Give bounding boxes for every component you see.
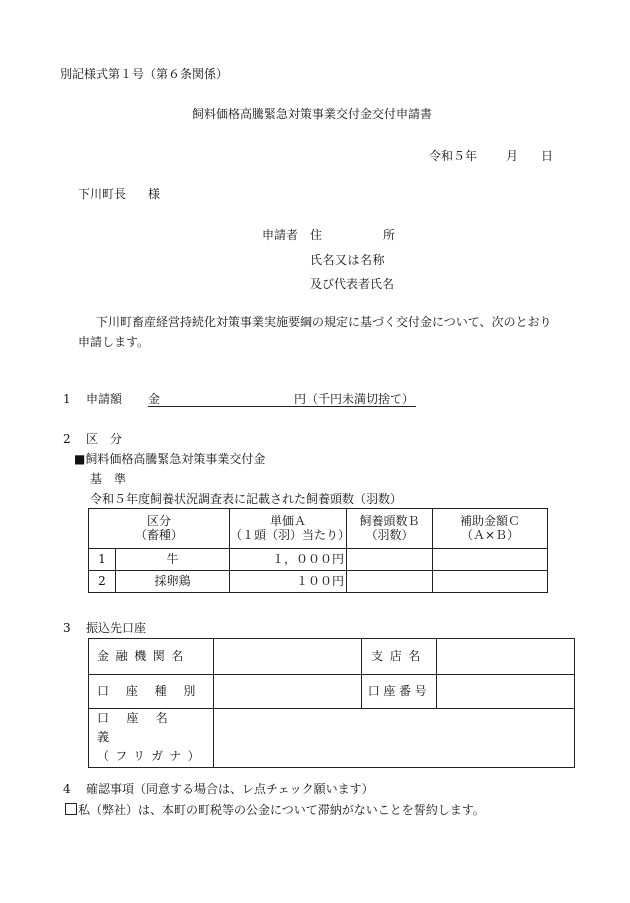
table-row [89,571,548,593]
body-text-line1: 下川町畜産経営持続化対策事業実施要綱の規定に基づく交付金について、次のとおり [96,315,552,329]
amount-suffix: 円（千円未満切捨て） [294,392,415,406]
row-livestock-type: 採卵鶏 [116,571,230,593]
section3-label: 振込先口座 [86,621,147,635]
grant-name: ■飼料価格高騰緊急対策事業交付金 [74,452,266,466]
row-count-cell[interactable] [347,549,433,571]
pledge-statement: 私（弊社）は、本町の町税等の公金について滞納がないことを誓約します。 [78,803,485,817]
row-unit-price: １，０００円 [230,549,347,571]
basis-text: 令和５年度飼養状況調査表に記載された飼養頭数（羽数） [90,492,403,506]
document-title: 飼料価格高騰緊急対策事業交付金交付申請書 [192,107,433,121]
bank-account-table [88,638,575,768]
bank-name-input[interactable] [214,639,362,675]
row-number: 1 [89,549,116,571]
row-count-cell[interactable] [347,571,433,593]
bank-name-label: 金融機関名 [89,639,214,675]
address-label-1: 住 [310,228,323,242]
section3-number: 3 [63,621,71,635]
section4-number: 4 [63,782,71,796]
account-type-input[interactable] [214,675,362,709]
row-unit-price: １００円 [230,571,347,593]
form-number: 別記様式第１号（第６条関係） [60,67,229,81]
section1-number: 1 [63,392,71,406]
account-row [89,675,575,709]
date-era: 令和５年 [429,149,478,163]
account-number-input[interactable] [437,675,575,709]
row-number: 2 [89,571,116,593]
header-unit-price: 単価Ａ （１頭（羽）当たり） [230,509,347,549]
section2-number: 2 [63,432,71,446]
body-text-line2: 申請します。 [78,335,150,349]
name-label: 氏名又は名称 [310,253,386,267]
branch-name-label: 支店名 [362,639,437,675]
representative-label: 及び代表者氏名 [310,277,395,291]
header-count: 飼養頭数Ｂ （羽数） [347,509,433,549]
section4-label: 確認事項（同意する場合は、レ点チェック願います） [86,782,374,796]
amount-field[interactable] [148,391,416,407]
account-number-label: 口座番号 [362,675,437,709]
date-month: 月 [506,149,519,163]
table-header-row [89,509,548,549]
row-livestock-type: 牛 [116,549,230,571]
date-day: 日 [541,149,554,163]
account-holder-label: 口座名義 （フリガナ） [89,709,214,768]
grant-table [88,508,548,593]
applicant-label: 申請者 [262,228,299,242]
account-type-label: 口座種別 [89,675,214,709]
basis-label: 基 準 [90,472,127,486]
section1-label: 申請額 [86,392,123,406]
bank-row [89,639,575,675]
row-amount-cell[interactable] [433,549,548,571]
header-amount: 補助金額Ｃ （Ａ×Ｂ） [433,509,548,549]
header-category: 区分 （畜種） [89,509,230,549]
pledge-row [65,803,485,816]
branch-name-input[interactable] [437,639,575,675]
row-amount-cell[interactable] [433,571,548,593]
holder-row [89,709,575,768]
addressee-honorific: 様 [148,187,161,201]
section2-label: 区 分 [86,432,123,446]
table-row [89,549,548,571]
amount-prefix: 金 [148,392,161,406]
pledge-checkbox[interactable] [65,803,77,815]
address-label-2: 所 [383,228,396,242]
account-holder-input[interactable] [214,709,575,768]
addressee-name: 下川町長 [78,187,127,201]
